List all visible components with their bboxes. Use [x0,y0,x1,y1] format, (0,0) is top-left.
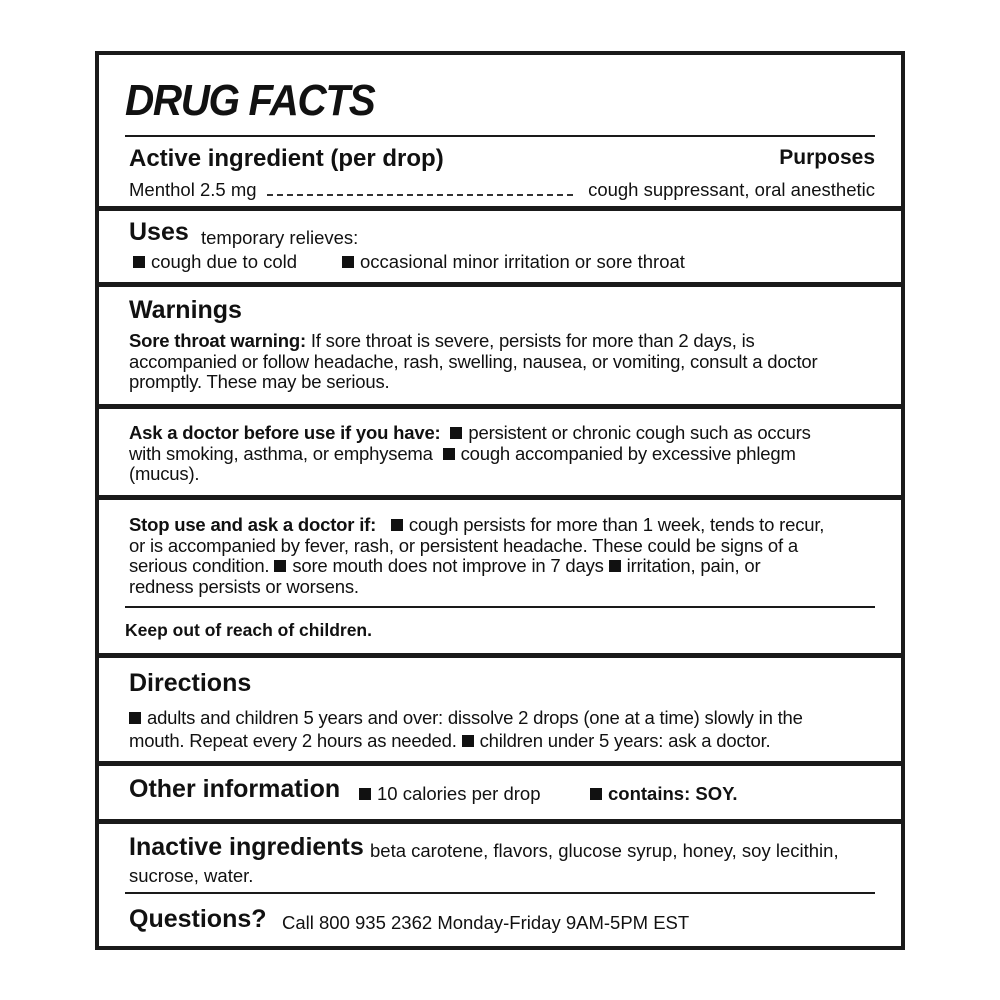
uses-item [133,251,297,273]
warning-line: accompanied or follow headache, rash, swelling, nausea, or vomiting, consult a doctor [129,350,818,372]
divider [125,892,875,894]
warning-line: serious condition. [129,555,270,576]
section-divider [99,206,901,211]
bullet-icon [462,735,474,747]
questions-text: Call 800 935 2362 Monday-Friday 9AM-5PM EST [282,912,690,933]
warning-line: irritation, pain, or [626,555,761,576]
purpose-value: cough suppressant, oral anesthetic [588,179,875,200]
uses-intro: temporary relieves: [201,227,359,248]
bullet-icon [443,448,455,460]
active-ingredient-heading: Active ingredient (per drop) [129,145,444,172]
questions-heading: Questions? [129,905,267,933]
uses-item-text: cough due to cold [151,251,298,272]
section-divider [99,819,901,824]
bullet-icon [450,427,462,439]
inactive-ingredients-line: beta carotene, flavors, glucose syrup, honey, soy lecithin, [370,840,839,861]
warning-line: sore mouth does not improve in 7 days [292,555,604,576]
warning-line: persistent or chronic cough such as occurs [468,422,811,443]
leader-dots [267,194,573,196]
section-divider [99,404,901,409]
directions-heading: Directions [129,669,252,697]
ask-doctor-warning [129,423,889,485]
bullet-icon [342,256,354,268]
stop-use-warning [129,515,889,597]
inactive-ingredients-heading: Inactive ingredients [129,833,364,861]
ask-doctor-label: Ask a doctor before use if you have: [129,422,441,443]
inactive-ingredients-line: sucrose, water. [129,865,254,886]
bullet-icon [609,560,621,572]
uses-item-text: occasional minor irritation or sore throat [360,251,685,272]
bullet-icon [274,560,286,572]
warning-line: If sore throat is severe, persists for more than 2 days, is [310,330,755,351]
purposes-heading: Purposes [779,146,875,169]
warning-line: promptly. These may be serious. [129,371,390,392]
warning-line: or is accompanied by fever, rash, or persistent headache. These could be signs of a [129,534,798,556]
warning-line: (mucus). [129,463,200,484]
sore-throat-warning [129,331,889,393]
section-divider [99,761,901,766]
divider [125,135,875,137]
other-info-item [359,783,541,805]
warnings-heading: Warnings [129,296,242,324]
section-divider [99,495,901,500]
other-info-text: 10 calories per drop [377,783,541,804]
directions-line: adults and children 5 years and over: dissolve 2 drops (one at a time) slowly in the [147,707,803,728]
section-divider [99,282,901,287]
warning-line: redness persists or worsens. [129,575,359,597]
keep-out-of-reach: Keep out of reach of children. [125,620,372,640]
bullet-icon [133,256,145,268]
warning-line: cough accompanied by excessive phlegm [460,442,796,464]
active-ingredient-value: Menthol 2.5 mg [129,179,257,200]
divider [125,606,875,608]
sore-throat-label: Sore throat warning: [129,330,306,351]
warning-line: with smoking, asthma, or emphysema [129,442,433,464]
stop-use-label: Stop use and ask a doctor if: [129,514,377,535]
directions-line: mouth. Repeat every 2 hours as needed. [129,730,457,751]
bullet-icon [129,712,141,724]
drug-facts-label [95,51,905,950]
warning-line: cough persists for more than 1 week, tends to recur, [408,514,825,535]
directions-line: children under 5 years: ask a doctor. [479,730,771,751]
other-info-item [590,783,738,805]
bullet-icon [391,519,403,531]
other-info-text: contains: SOY. [608,783,738,804]
bullet-icon [590,788,602,800]
drug-facts-title: DRUG FACTS [125,76,375,125]
bullet-icon [359,788,371,800]
directions-text [129,706,889,752]
uses-heading: Uses [129,218,189,246]
section-divider [99,653,901,658]
other-information-heading: Other information [129,775,341,803]
uses-item [342,251,685,273]
